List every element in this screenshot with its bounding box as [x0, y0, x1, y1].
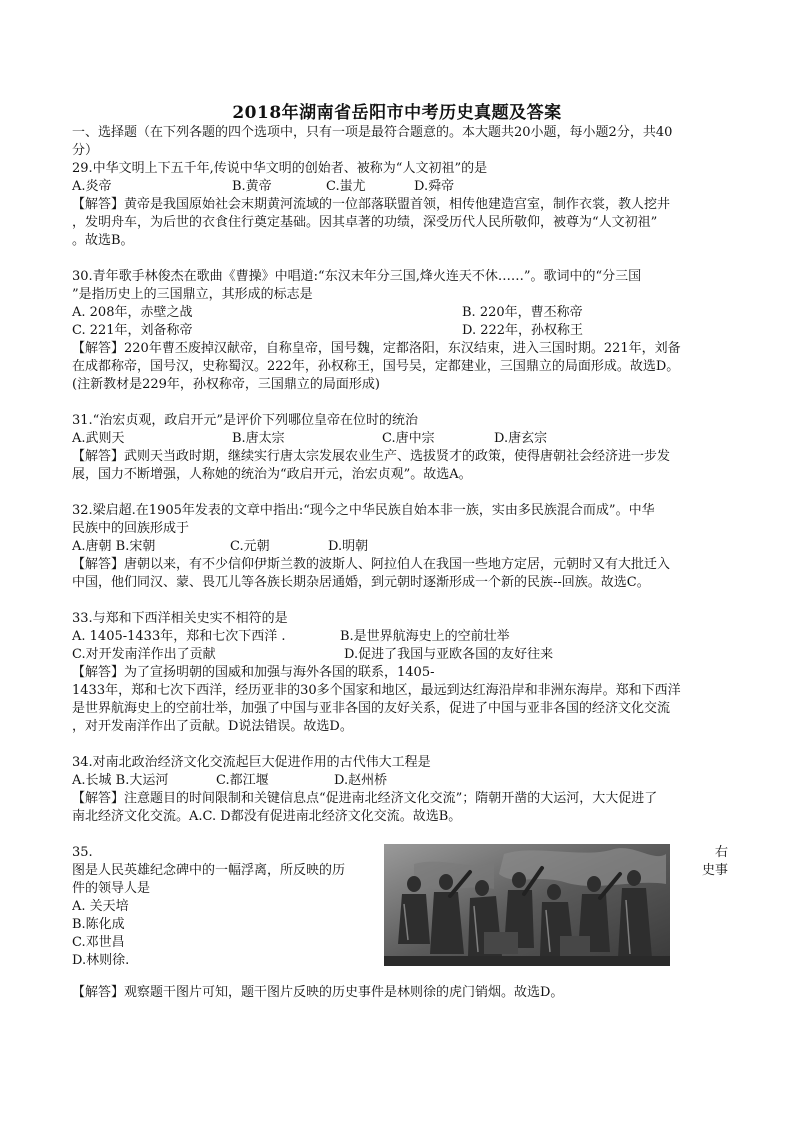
option-a: A.炎帝	[72, 179, 112, 194]
option-d: D.林则徐.	[72, 953, 130, 968]
question-options-row-1	[72, 304, 720, 322]
answer-line: 【解答】观察题干图片可知，题干图片反映的历史事件是林则徐的虎门销烟。故选D。	[72, 985, 564, 1000]
question-stem: 32.梁启超.在1905年发表的文章中指出:“现今之中华民族自始本非一族，实由多民族混合而成”。中华	[72, 503, 655, 518]
option-b: B.是世界航海史上的空前壮举	[340, 629, 510, 644]
question-31	[72, 412, 720, 484]
question-stem: 33.与郑和下西洋相关史实不相符的是	[72, 611, 288, 626]
section-intro-line-2: 分）	[72, 143, 99, 158]
question-30	[72, 268, 720, 394]
option-c: C.蚩尤	[326, 179, 366, 194]
right-char: 右	[714, 845, 728, 860]
question-29	[72, 160, 720, 250]
option-d: D.促进了我国与亚欧各国的友好往来	[344, 647, 554, 662]
answer-line: ，发明舟车，为后世的衣食住行奠定基础。因其卓著的功绩，深受历代人民所敬仰，被尊为“人文初祖”	[72, 215, 658, 230]
document-body	[72, 124, 728, 1002]
option-d: D.舜帝	[414, 179, 455, 194]
option-c: C.都江堰	[216, 773, 269, 788]
question-34	[72, 754, 720, 826]
answer-line: 是世界航海史上的空前壮举，加强了中国与亚非各国的友好关系，促进了中国与亚非各国的经济文化交流	[72, 701, 671, 716]
answer-line: 【解答】武则天当政时期，继续实行唐太宗发展农业生产、选拔贤才的政策，使得唐朝社会经济进一步发	[72, 449, 671, 464]
option-d: D.唐玄宗	[494, 431, 548, 446]
question-options	[72, 178, 720, 196]
answer-line: 【解答】黄帝是我国原始社会末期黄河流域的一位部落联盟首领，相传他建造宫室，制作衣裳，教人挖井	[72, 197, 671, 212]
question-35-right-text	[698, 844, 728, 880]
section-intro-line-1: 一、选择题（在下列各题的四个选项中，只有一项是最符合题意的。本大题共20小题，每小题2分，共40	[72, 125, 673, 140]
answer-line: 【解答】为了宣扬明朝的国威和加强与海外各国的联系，1405-	[72, 665, 435, 680]
question-stem: 30.青年歌手林俊杰在歌曲《曹操》中唱道:“东汉末年分三国,烽火连天不休……”。歌词中的“分三国	[72, 269, 642, 284]
option-a: A. 208年，赤壁之战	[72, 305, 193, 320]
answer-line: ，对开发南洋作出了贡献。D说法错误。故选D。	[72, 719, 353, 734]
page-title: 2018年湖南省岳阳市中考历史真题及答案	[232, 103, 562, 123]
option-c: C. 221年，刘备称帝	[72, 323, 193, 338]
option-c: C.邓世昌	[72, 935, 125, 950]
answer-line: 中国，他们同汉、蒙、畏兀儿等各族长期杂居通婚，到元朝时逐渐形成一个新的民族--回族。故选C。	[72, 575, 650, 590]
question-options-row-2	[72, 646, 720, 664]
question-options	[72, 772, 720, 790]
answer-line: 【解答】220年曹丕废掉汉献帝，自称皇帝，国号魏，定都洛阳，东汉结束，进入三国时期。221年，刘备	[72, 341, 681, 356]
option-b: B.唐太宗	[232, 431, 285, 446]
option-c: C.唐中宗	[382, 431, 435, 446]
answer-line: 展，国力不断增强，人称她的统治为“政启开元，治宏贞观”。故选A。	[72, 467, 472, 482]
option-c: C.元朝	[230, 539, 270, 554]
answer-line: 在成都称帝，国号汉，史称蜀汉。222年，孙权称王，国号吴，定都建业，三国鼎立的局面形成。故选D。	[72, 359, 680, 374]
question-33	[72, 610, 720, 736]
option-a: A.武则天	[72, 431, 125, 446]
option-d: D.明朝	[328, 539, 369, 554]
option-c: C.对开发南洋作出了贡献	[72, 647, 216, 662]
option-a-b: A.唐朝 B.宋朝	[72, 539, 156, 554]
question-options	[72, 538, 720, 556]
question-stem: 图是人民英雄纪念碑中的一幅浮离，所反映的历	[72, 863, 346, 878]
option-b: B.陈化成	[72, 917, 125, 932]
option-a: A. 关天培	[72, 899, 129, 914]
question-stem: 件的领导人是	[72, 881, 151, 896]
answer-line: (注新教材是229年，孙权称帝，三国鼎立的局面形成)	[72, 377, 380, 392]
question-stem: ”是指历史上的三国鼎立，其形成的标志是	[72, 287, 313, 302]
question-options	[72, 430, 720, 448]
answer-line: 1433年，郑和七次下西洋，经历亚非的30多个国家和地区，最远到达红海沿岸和非洲东海岸。郑和下西洋	[72, 683, 681, 698]
question-options-row-1	[72, 628, 720, 646]
relief-sculpture-image	[384, 844, 670, 966]
answer-line: 。故选B。	[72, 233, 134, 248]
option-b: B. 220年，曹丕称帝	[462, 305, 583, 320]
question-35-text	[72, 844, 372, 970]
option-b: B.黄帝	[232, 179, 272, 194]
option-a: A. 1405-1433年，郑和七次下西洋 .	[72, 629, 286, 644]
question-32	[72, 502, 720, 592]
question-number: 35.	[72, 845, 93, 860]
question-stem: 34.对南北政治经济文化交流起巨大促进作用的古代伟大工程是	[72, 755, 431, 770]
question-stem: 29.中华文明上下五千年,传说中华文明的创始者、被称为“人文初祖”的是	[72, 161, 488, 176]
question-options-row-2	[72, 322, 720, 340]
question-stem: 民族中的回族形成于	[72, 521, 190, 536]
answer-line: 【解答】唐朝以来，有不少信仰伊斯兰教的波斯人、阿拉伯人在我国一些地方定居，元朝时又有大批迁入	[72, 557, 671, 572]
option-d: D. 222年，孙权称王	[462, 323, 584, 338]
right-chars: 史事	[701, 863, 728, 878]
answer-line: 南北经济文化交流。A.C. D都没有促进南北经济文化交流。故选B。	[72, 809, 462, 824]
option-d: D.赵州桥	[334, 773, 388, 788]
option-a-b: A.长城 B.大运河	[72, 773, 169, 788]
question-stem: 31.“治宏贞观，政启开元”是评价下列哪位皇帝在位时的统治	[72, 413, 418, 428]
answer-line: 【解答】注意题目的时间限制和关键信息点“促进南北经济文化交流”；隋朝开凿的大运河，大大促进了	[72, 791, 658, 806]
question-35	[72, 844, 728, 968]
